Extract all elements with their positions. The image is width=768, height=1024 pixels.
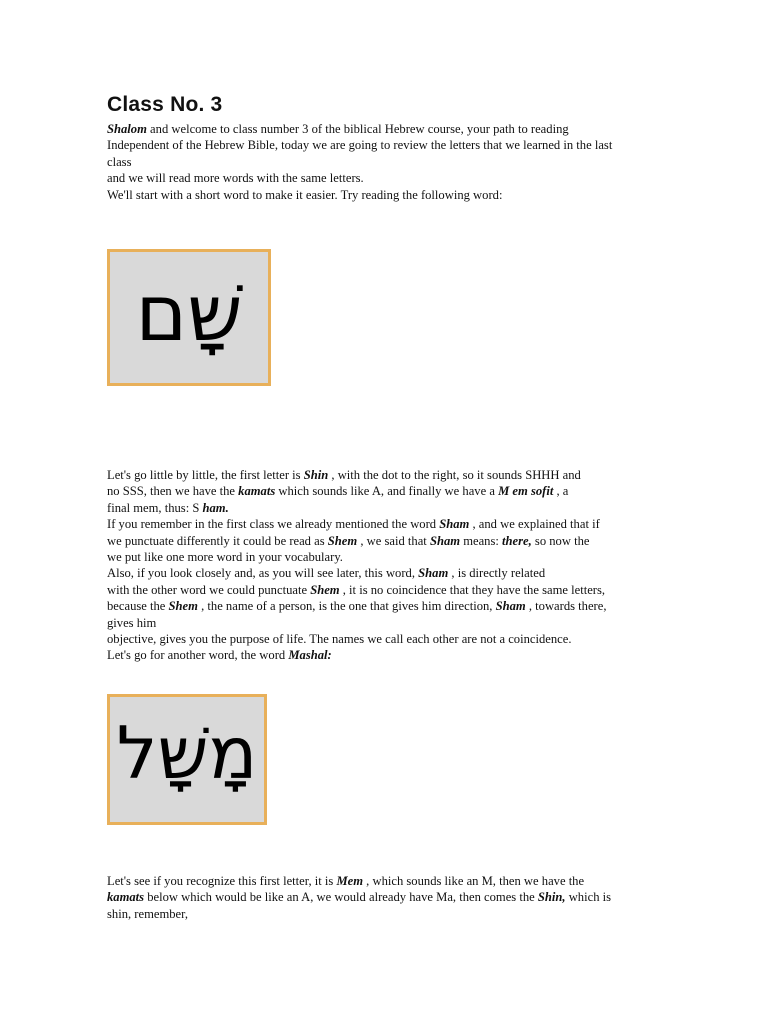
intro-line: We'll start with a short word to make it easier. Try reading the following word:	[107, 187, 503, 202]
text-line: Let's go for another word, the word Mashal:	[107, 648, 332, 663]
text-line: Also, if you look closely and, as you will see later, this word, Sham , is directly related	[107, 566, 546, 581]
text-span: and welcome to class number 3 of the biblical Hebrew course, your path to reading	[146, 122, 569, 136]
hebrew-word-image-sham	[107, 249, 271, 386]
text-line: kamats below which would be like an A, we would already have Ma, then comes the Shin, which is	[107, 890, 612, 905]
emphasis-shalom: Shalom	[107, 122, 147, 136]
intro-line: Independent of the Hebrew Bible, today we are going to review the letters that we learned in the last	[107, 138, 613, 153]
text-line: gives him	[107, 615, 157, 630]
text-line: Let's go little by little, the first letter is Shin , with the dot to the right, so it sounds SHHH and	[107, 468, 581, 482]
text-line: objective, gives you the purpose of life. The names we call each other are not a coincidence.	[107, 632, 572, 647]
text-line: shin, remember,	[107, 906, 188, 921]
text-line: no SSS, then we have the kamats which sounds like A, and finally we have a M em sofit , a	[107, 484, 569, 499]
text-line: final mem, thus: S ham.	[107, 500, 229, 515]
intro-paragraph	[107, 121, 667, 203]
text-line: we put like one more word in your vocabulary.	[107, 550, 343, 565]
text-line: with the other word we could punctuate Shem , it is no coincidence that they have the same letters,	[107, 582, 606, 597]
hebrew-word-mashal: מָשָׁל	[116, 711, 258, 795]
intro-line: and we will read more words with the same letters.	[107, 171, 364, 186]
page-title: Class No. 3	[107, 93, 223, 116]
intro-line: class	[107, 154, 132, 169]
text-line: If you remember in the first class we already mentioned the word Sham , and we explained that if	[107, 517, 600, 532]
text-line: we punctuate differently it could be read as Shem , we said that Sham means: there, so now the	[107, 533, 590, 548]
intro-line	[107, 121, 667, 137]
text-line: Let's see if you recognize this first letter, it is Mem , which sounds like an M, then we have the	[107, 874, 585, 888]
closing-paragraph	[107, 873, 667, 922]
text-line: because the Shem , the name of a person, is the one that gives him direction, Sham , towards there,	[107, 599, 607, 614]
hebrew-word-image-mashal	[107, 694, 267, 825]
hebrew-word-sham: שָׁם	[135, 269, 243, 359]
explanation-paragraph	[107, 467, 667, 664]
